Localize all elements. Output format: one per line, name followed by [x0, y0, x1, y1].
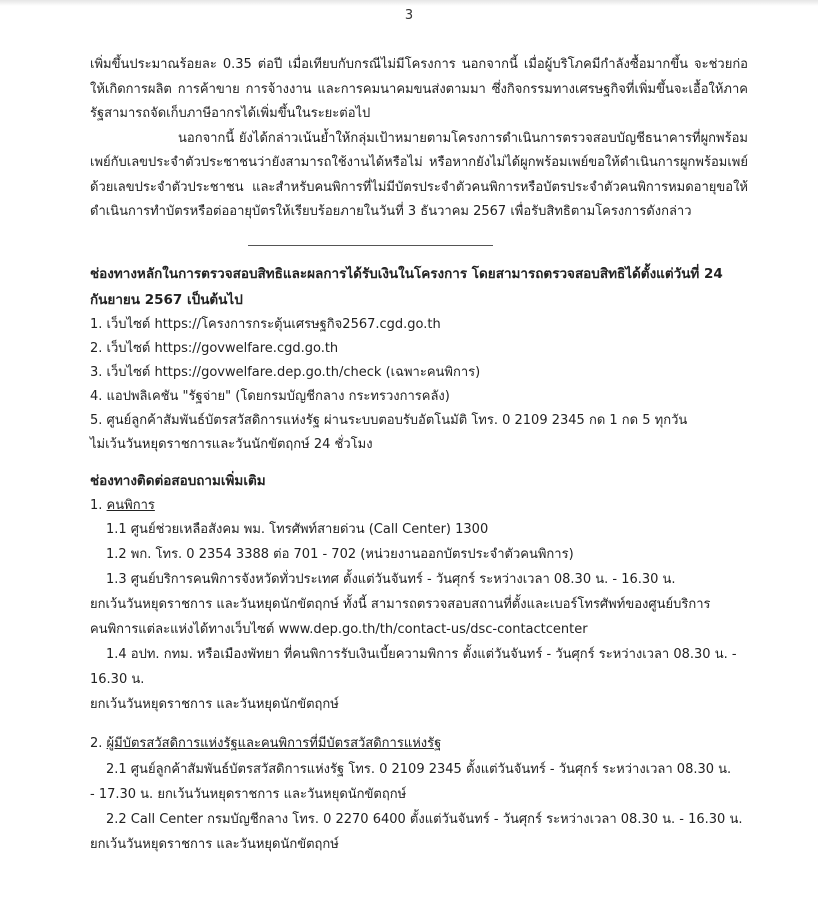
- contact-group-2-number: 2.: [90, 736, 107, 751]
- contact-item-2-1-line1: 2.1 ศูนย์ลูกค้าสัมพันธ์บัตรสวัสดิการแห่งรัฐ โทร. 0 2109 2345 ตั้งแต่วันจันทร์ - วันศุกร์ ระหว่างเวลา 08.30 น.: [106, 761, 732, 777]
- contact-item-1-4-line2: ยกเว้นวันหยุดราชการ และวันหยุดนักขัตฤกษ์: [90, 697, 339, 712]
- contact-item-1-3-line2: ยกเว้นวันหยุดราชการ และวันหยุดนักขัตฤกษ์ ทั้งนี้ สามารถตรวจสอบสถานที่ตั้งและเบอร์โทรศัพท์ของศูนย์บริการ: [90, 597, 711, 612]
- intro-paragraph: เพิ่มขึ้นประมาณร้อยละ 0.35 ต่อปี เมื่อเทียบกับกรณีไม่มีโครงการ นอกจากนี้ เมื่อผู้บริโภคมีกำลังซื้อมากขึ้น จะช่วยก่อให้เกิดการผลิต การค้าขาย การจ้างงาน และการคมนาคมขนส่งตามมา ซึ่งกิจกรรมทางเศรษฐกิจที่เพิ่มขึ้นจะเอื้อให้ภาครัฐสามารถจัดเก็บภาษีอากรได้เพิ่มขึ้นในระยะต่อไป: [90, 57, 748, 121]
- contact-item-2-1: [90, 757, 748, 807]
- contact-group-2-label: ผู้มีบัตรสวัสดิการแห่งรัฐและคนพิการที่มีบัตรสวัสดิการแห่งรัฐ: [106, 736, 442, 751]
- check-channels-heading: [90, 261, 748, 313]
- contact-item-2-2-line1: 2.2 Call Center กรมบัญชีกลาง โทร. 0 2270 6400 ตั้งแต่วันจันทร์ - วันศุกร์ ระหว่างเวลา 08.30 น. - 16.30 น.: [106, 811, 743, 827]
- check-item-1: 1. เว็บไซต์ https://โครงการกระตุ้นเศรษฐกิจ2567.cgd.go.th: [90, 316, 441, 332]
- contact-item-1-3-line1: 1.3 ศูนย์บริการคนพิการจังหวัดทั่วประเทศ ตั้งแต่วันจันทร์ - วันศุกร์ ระหว่างเวลา 08.30 น. - 16.30 น.: [106, 572, 676, 587]
- contact-group-1-title: [90, 494, 748, 519]
- contact-group-1-label: คนพิการ: [106, 497, 155, 513]
- contact-item-1-4: [90, 642, 748, 717]
- second-paragraph: นอกจากนี้ ยังได้กล่าวเน้นย้ำให้กลุ่มเป้าหมายตามโครงการดำเนินการตรวจสอบบัญชีธนาคารที่ผูกพร้อมเพย์กับเลขประจำตัวประชาชนว่ายังสามารถใช้งานได้หรือไม่ หรือหากยังไม่ได้ผูกพร้อมเพย์ขอให้ดำเนินการผูกพร้อมเพย์ด้วยเลขประจำตัวประชาชน และสำหรับคนพิการที่ไม่มีบัตรประจำตัวคนพิการหรือบัตรประจำตัวคนพิการหมดอายุขอให้ดำเนินการทำบัตรหรือต่ออายุบัตรให้เรียบร้อยภายในวันที่ 3 ธันวาคม 2567 เพื่อรับสิทธิตามโครงการดังกล่าว: [90, 130, 748, 219]
- check-item-4: 4. แอปพลิเคชัน "รัฐจ่าย" (โดยกรมบัญชีกลาง กระทรวงการคลัง): [90, 388, 450, 404]
- contact-heading: ช่องทางติดต่อสอบถามเพิ่มเติม: [90, 472, 266, 489]
- contact-item-2-2-line2: ยกเว้นวันหยุดราชการ และวันหยุดนักขัตฤกษ์: [90, 836, 339, 852]
- check-channels-section: [90, 261, 748, 457]
- contact-item-1-3-line3: คนพิการแต่ละแห่งได้ทางเว็บไซต์ www.dep.go.th/th/contact-us/dsc-contactcenter: [90, 622, 588, 637]
- contact-item-2-2: [90, 807, 748, 857]
- contact-section: [90, 468, 748, 857]
- contact-item-1-2: 1.2 พก. โทร. 0 2354 3388 ต่อ 701 - 702 (หน่วยงานออกบัตรประจำตัวคนพิการ): [106, 546, 574, 562]
- document-body: [90, 53, 748, 857]
- section-divider: [248, 245, 493, 246]
- page-top-shadow: [0, 0, 818, 6]
- check-heading-line1: ช่องทางหลักในการตรวจสอบสิทธิและผลการได้รับเงินในโครงการ โดยสามารถตรวจสอบสิทธิได้ตั้งแต่วันที่ 24: [90, 265, 723, 282]
- check-heading-line2: กันยายน 2567 เป็นต้นไป: [90, 291, 243, 308]
- check-item-2: 2. เว็บไซต์ https://govwelfare.cgd.go.th: [90, 340, 339, 356]
- check-item-5: [90, 409, 748, 457]
- contact-item-2-1-line2: - 17.30 น. ยกเว้นวันหยุดราชการ และวันหยุดนักขัตฤกษ์: [90, 786, 407, 802]
- check-item-3: 3. เว็บไซต์ https://govwelfare.dep.go.th/check (เฉพาะคนพิการ): [90, 364, 481, 380]
- contact-group-1-number: 1.: [90, 497, 107, 513]
- page-number: 3: [404, 8, 414, 23]
- contact-item-1-3: [90, 567, 748, 642]
- contact-item-1-1: 1.1 ศูนย์ช่วยเหลือสังคม พม. โทรศัพท์สายด่วน (Call Center) 1300: [106, 522, 489, 537]
- contact-item-1-4-line1: 1.4 อปท. กทม. หรือเมืองพัทยา ที่คนพิการรับเงินเบี้ยความพิการ ตั้งแต่วันจันทร์ - วันศุกร์ ระหว่างเวลา 08.30 น. - 16.30 น.: [90, 647, 737, 687]
- check-item-5-line2: ไม่เว้นวันหยุดราชการและวันนักขัตฤกษ์ 24 ชั่วโมง: [90, 436, 373, 452]
- contact-group-2-title: [90, 732, 748, 757]
- check-item-5-line1: 5. ศูนย์ลูกค้าสัมพันธ์บัตรสวัสดิการแห่งรัฐ ผ่านระบบตอบรับอัตโนมัติ โทร. 0 2109 2345 กด 1 กด 5 ทุกวัน: [90, 412, 688, 428]
